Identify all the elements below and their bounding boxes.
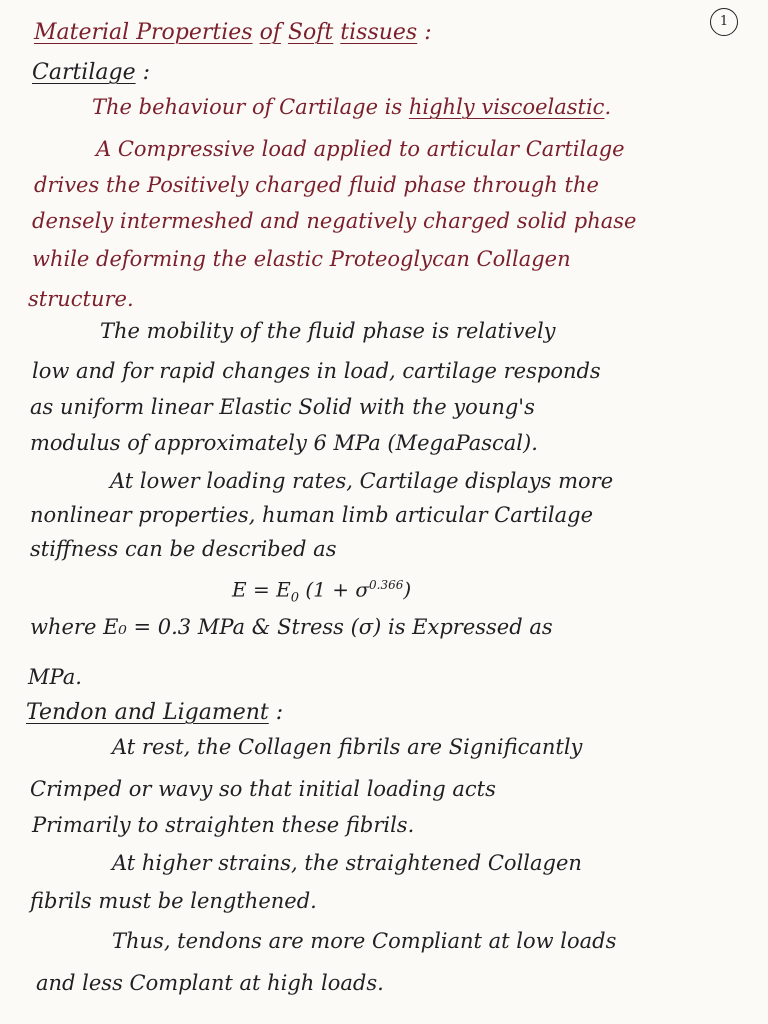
cartilage-line-2: A Compressive load applied to articular Cartilage bbox=[96, 137, 625, 161]
cartilage-line-4: densely intermeshed and negatively charged solid phase bbox=[32, 209, 637, 233]
cartilage-line-1: The behaviour of Cartilage is highly viscoelastic. bbox=[92, 95, 612, 119]
cartilage-heading-colon: : bbox=[142, 60, 151, 85]
eq-sigma: σ bbox=[355, 577, 370, 602]
eq-lhs: E bbox=[232, 577, 247, 602]
tendon-heading-colon: : bbox=[275, 700, 284, 725]
tendon-line-2: Crimped or wavy so that initial loading acts bbox=[30, 777, 496, 801]
title-of: of bbox=[259, 20, 281, 45]
tendon-line-6: Thus, tendons are more Compliant at low loads bbox=[112, 929, 617, 953]
cartilage-line-1-text: The behaviour of Cartilage is bbox=[92, 95, 403, 119]
cartilage-line-7: The mobility of the fluid phase is relatively bbox=[100, 319, 556, 343]
cartilage-heading bbox=[32, 60, 150, 86]
eq-close: ) bbox=[403, 577, 412, 602]
cartilage-line-3: drives the Positively charged fluid phase through the bbox=[34, 173, 599, 197]
tendon-line-7: and less Complant at high loads. bbox=[36, 971, 384, 995]
page-number: 1 bbox=[710, 8, 738, 36]
eq-e0: E bbox=[276, 577, 291, 602]
title-part2: Soft bbox=[287, 20, 334, 45]
cartilage-line-9: as uniform linear Elastic Solid with the young's bbox=[30, 395, 535, 419]
cartilage-line-6: structure. bbox=[28, 287, 134, 311]
title-part1: Material Properties bbox=[34, 20, 253, 45]
page-title bbox=[34, 20, 432, 46]
tendon-heading-text: Tendon and Ligament bbox=[26, 700, 269, 725]
tendon-line-3: Primarily to straighten these fibrils. bbox=[32, 813, 415, 837]
eq-equals: = bbox=[252, 577, 270, 602]
cartilage-line-11: At lower loading rates, Cartilage displays more bbox=[110, 469, 614, 493]
cartilage-line-8: low and for rapid changes in load, cartilage responds bbox=[32, 359, 601, 383]
tendon-line-5: fibrils must be lengthened. bbox=[30, 889, 317, 913]
tendon-line-4: At higher strains, the straightened Collagen bbox=[112, 851, 582, 875]
eq-exponent: 0.366 bbox=[369, 578, 404, 592]
cartilage-line-10: modulus of approximately 6 MPa (MegaPascal). bbox=[30, 431, 538, 455]
eq-e0-subscript: 0 bbox=[290, 590, 299, 606]
cartilage-line-5: while deforming the elastic Proteoglycan Collagen bbox=[32, 247, 571, 271]
cartilage-line-12: nonlinear properties, human limb articular Cartilage bbox=[30, 503, 594, 527]
highly-viscoelastic: highly viscoelastic bbox=[408, 95, 605, 119]
eq-open: (1 + bbox=[305, 577, 349, 602]
cartilage-heading-text: Cartilage bbox=[32, 60, 136, 85]
unit-line: MPa. bbox=[28, 665, 82, 689]
title-part3: tissues bbox=[340, 20, 418, 45]
tendon-line-1: At rest, the Collagen fibrils are Significantly bbox=[112, 735, 583, 759]
title-colon: : bbox=[424, 20, 432, 45]
cartilage-line-13: stiffness can be described as bbox=[30, 537, 337, 561]
where-line: where E₀ = 0.3 MPa & Stress (σ) is Expressed as bbox=[30, 615, 553, 639]
stiffness-equation bbox=[232, 572, 411, 612]
tendon-heading bbox=[26, 700, 283, 726]
